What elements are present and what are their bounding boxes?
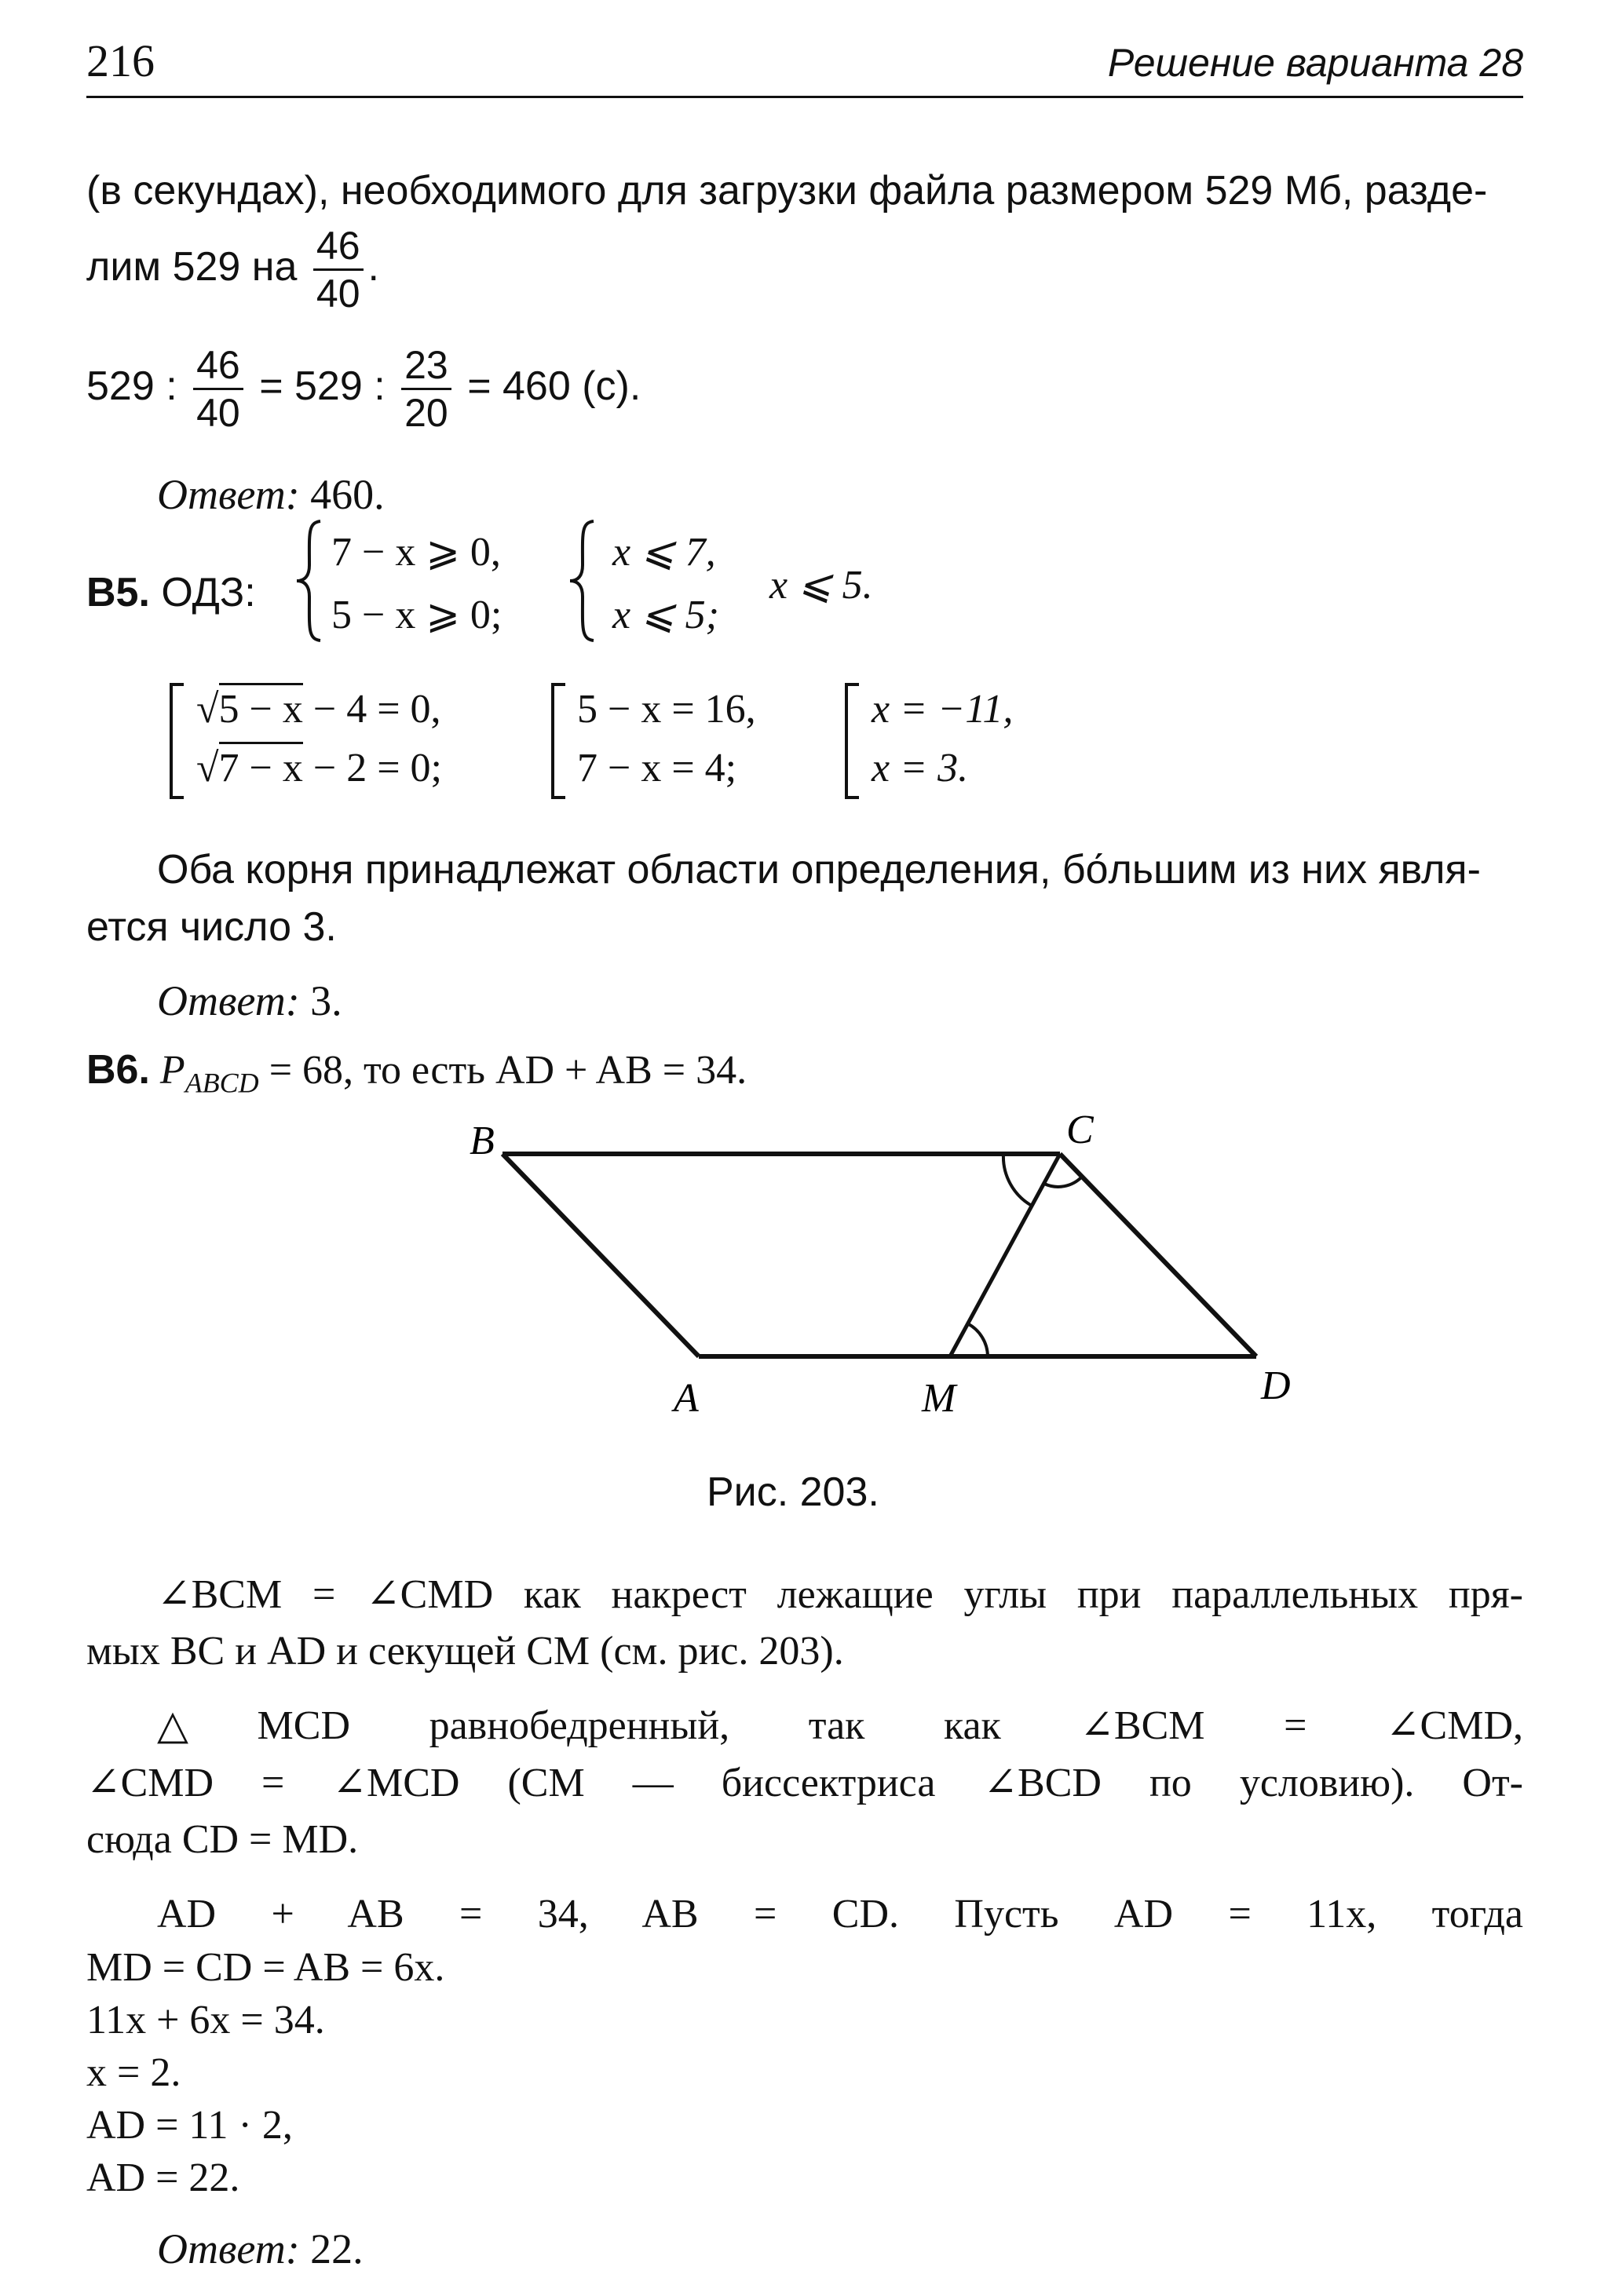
sqrt-icon: √ (196, 687, 219, 732)
vertex-label-d: D (1261, 1363, 1291, 1408)
equation-2: x = 2. (86, 2050, 181, 2095)
angle-arc-mcd (1044, 1177, 1082, 1187)
answer-value: 22. (310, 2225, 364, 2272)
left-brace-icon (565, 518, 600, 644)
b5-conclusion-line1: Оба корня принадлежат области определения, бо́льшим из них явля- (157, 847, 1481, 892)
sqrt-icon: √ (196, 746, 219, 790)
b6-para2-line1: △MCD равнобедренный, так как ∠BCM = ∠CMD, (157, 1703, 1523, 1748)
set1-line1 (196, 683, 441, 736)
square-bracket-icon (551, 683, 565, 799)
b6-para3-line2: MD = CD = AB = 6x. (86, 1945, 445, 1990)
radicand: 5 − x (219, 683, 303, 732)
b6-para3-line1: AD + AB = 34, AB = CD. Пусть AD = 11x, тогда (157, 1892, 1523, 1936)
b4-answer (157, 467, 385, 522)
square-bracket-icon (170, 683, 184, 799)
page-number: 216 (86, 35, 155, 86)
task-label: B6. (86, 1047, 150, 1093)
vertex-label-m: M (922, 1376, 956, 1421)
b4-line2-suffix: . (367, 244, 379, 290)
answer-label: Ответ: (157, 2225, 300, 2272)
b4-calculation (86, 345, 641, 433)
vertex-label-a: A (674, 1376, 699, 1421)
set1-rest: − 4 = 0, (302, 687, 441, 732)
equation-4: AD = 22. (86, 2155, 240, 2200)
b6-para1-line1: ∠BCM = ∠CMD как накрест лежащие углы при параллельных пря- (157, 1572, 1523, 1617)
vertex-label-c: C (1066, 1115, 1094, 1152)
set2-line2: 7 − x = 4; (577, 746, 737, 790)
frac-denominator: 20 (404, 391, 448, 435)
calc-result: = 460 (с). (467, 363, 641, 410)
fraction-46-40 (313, 224, 364, 316)
calc-fraction-46-40 (193, 345, 243, 433)
task-label: B5. (86, 570, 150, 615)
header-divider (86, 96, 1523, 98)
answer-value: 460. (310, 471, 385, 518)
b6-para2-line2: ∠CMD = ∠MCD (CM — биссектриса ∠BCD по условию). От- (86, 1761, 1523, 1805)
b6-heading (86, 1044, 747, 1101)
answer-label: Ответ: (157, 471, 300, 518)
set1-rest: − 2 = 0; (302, 746, 442, 790)
b5-answer (157, 973, 342, 1028)
answer-label: Ответ: (157, 977, 300, 1024)
left-brace-icon (292, 518, 327, 644)
b6-answer (157, 2221, 364, 2276)
side-ab (502, 1154, 699, 1356)
angle-arc-cmd (967, 1323, 988, 1356)
system1-line2: 5 − x ⩾ 0; (331, 593, 502, 637)
b5-heading (86, 567, 256, 620)
perimeter-symbol: P (159, 1048, 185, 1093)
page (86, 31, 1523, 2276)
vertex-label-b: B (470, 1119, 495, 1163)
figure-203 (369, 1115, 1311, 1468)
frac-numerator: 23 (401, 345, 451, 390)
answer-value: 3. (310, 977, 342, 1024)
b6-para1-line2: мых BC и AD и секущей CM (см. рис. 203). (86, 1629, 844, 1674)
system1-line1: 7 − x ⩾ 0, (331, 530, 501, 575)
square-bracket-icon (845, 683, 859, 799)
calc-fraction-23-20 (401, 345, 451, 433)
perimeter-subscript: ABCD (185, 1067, 259, 1099)
equation-1: 11x + 6x = 34. (86, 1998, 325, 2042)
odz-label: ОДЗ: (161, 570, 256, 615)
b4-line1: (в секундах), необходимого для загрузки файла размером 529 Мб, разде- (86, 168, 1488, 214)
perimeter-statement: = 68, то есть AD + AB = 34. (258, 1048, 747, 1093)
system2-line2: x ⩽ 5; (612, 593, 719, 637)
calc-eq1: = 529 : (259, 363, 386, 410)
b5-conclusion-line2: ется число 3. (86, 904, 337, 950)
frac-numerator: 46 (313, 226, 364, 271)
frac-denominator: 40 (316, 272, 360, 316)
angle-arc-bcm (1003, 1154, 1032, 1206)
figure-caption: Рис. 203. (707, 1469, 879, 1515)
set3-line1: x = −11, (872, 687, 1014, 732)
set1-line2 (196, 742, 442, 795)
b6-para2-line3: сюда CD = MD. (86, 1817, 359, 1862)
b4-line2 (86, 224, 379, 316)
radicand: 7 − x (219, 742, 303, 790)
system2-line1: x ⩽ 7, (612, 530, 716, 575)
bisector-cm (950, 1154, 1060, 1356)
set2-line1: 5 − x = 16, (577, 687, 756, 732)
frac-numerator: 46 (193, 345, 243, 390)
equation-3: AD = 11 · 2, (86, 2103, 293, 2148)
section-title: Решение варианта 28 (1107, 41, 1523, 85)
domain-result: x ⩽ 5. (769, 563, 873, 608)
b4-line2-prefix: лим 529 на (86, 244, 298, 290)
calc-529: 529 : (86, 363, 177, 410)
set3-line2: x = 3. (872, 746, 969, 790)
side-cd (1060, 1154, 1256, 1356)
frac-denominator: 40 (196, 391, 240, 435)
